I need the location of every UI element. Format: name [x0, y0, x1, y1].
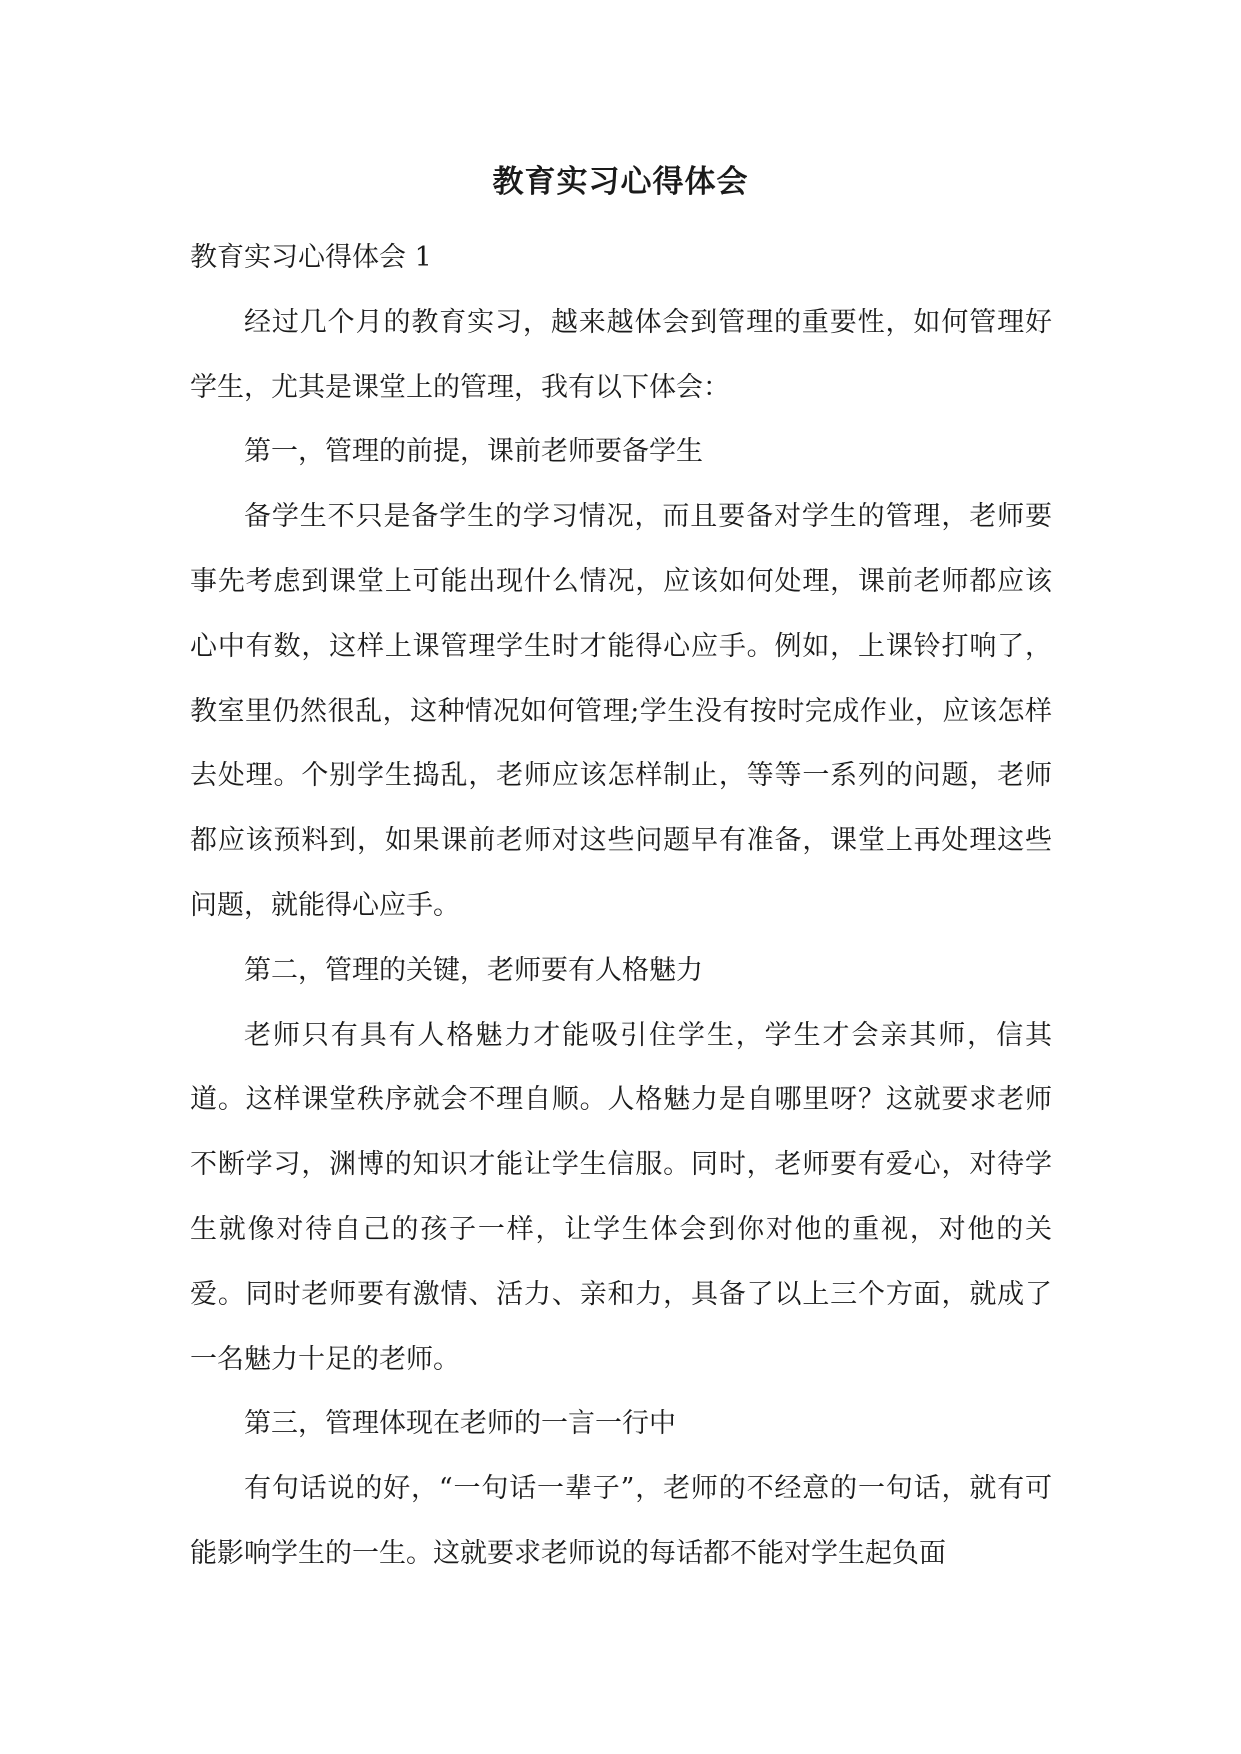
section-heading-3: 第三，管理体现在老师的一言一行中 [244, 1408, 676, 1440]
paragraph-section-3: 有句话说的好，“一句话一辈子”，老师的不经意的一句话，就有可能影响学生的一生。这就要求老师说的每话都不能对学生起负面 [190, 1473, 1052, 1569]
document-subtitle: 教育实习心得体会 1 [190, 242, 432, 273]
paragraph-section-1: 备学生不只是备学生的学习情况，而且要备对学生的管理，老师要事先考虑到课堂上可能出现什么情况，应该如何处理，课前老师都应该心中有数，这样上课管理学生时才能得心应手。例如，上课铃打响了，教室里仍然很乱，这种情况如何管理;学生没有按时完成作业，应该怎样去处理。个别学生捣乱，老师应该怎样制止，等等一系列的问题，老师都应该预料到，如果课前老师对这些问题早有准备，课堂上再处理这些问题，就能得心应手。 [190, 501, 1052, 921]
paragraph-section-2: 老师只有具有人格魅力才能吸引住学生，学生才会亲其师，信其道。这样课堂秩序就会不理自顺。人格魅力是自哪里呀？这就要求老师不断学习，渊博的知识才能让学生信服。同时，老师要有爱心，对待学生就像对待自己的孩子一样，让学生体会到你对他的重视，对他的关爱。同时老师要有激情、活力、亲和力，具备了以上三个方面，就成了一名魅力十足的老师。 [190, 1019, 1052, 1375]
document-title: 教育实习心得体会 [492, 164, 749, 200]
section-heading-2: 第二，管理的关键，老师要有人格魅力 [244, 954, 703, 986]
paragraph-intro: 经过几个月的教育实习，越来越体会到管理的重要性，如何管理好学生，尤其是课堂上的管理，我有以下体会： [190, 306, 1052, 403]
document-body [190, 226, 1052, 1587]
section-heading-1: 第一，管理的前提，课前老师要备学生 [244, 436, 703, 468]
